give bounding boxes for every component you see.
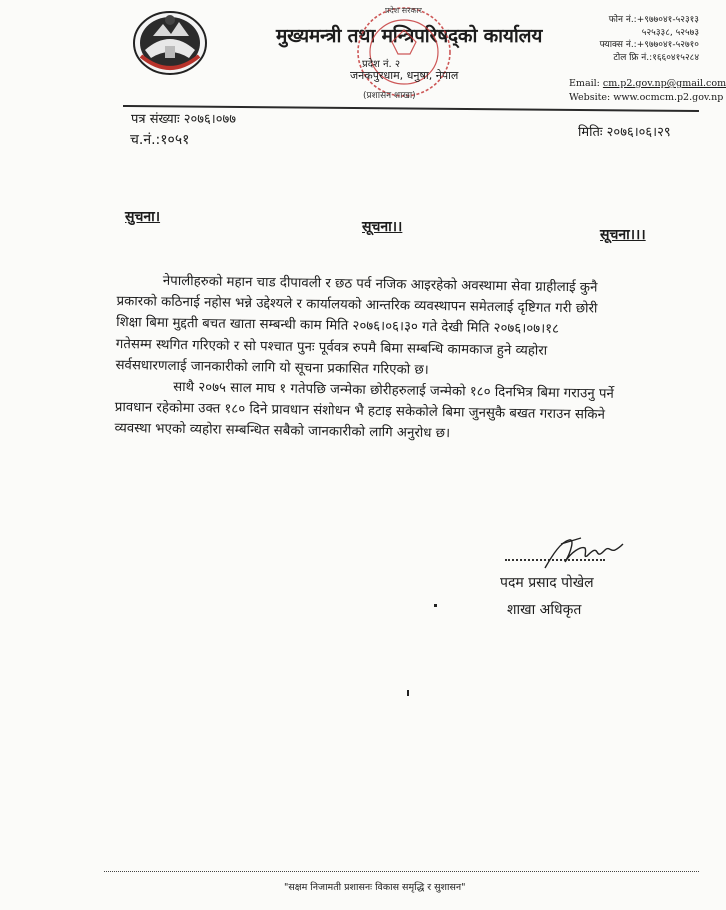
tollfree-line: टोल फ्रि नं.:१६६०४१५२८४ [613, 52, 699, 63]
notice-body [114, 270, 699, 449]
footer-slogan: "सक्षम निजामती प्रशासनः विकास समृद्धि र सुशासन" [284, 882, 466, 893]
website-line [569, 91, 726, 105]
office-seal-icon [350, 2, 459, 102]
website-link[interactable]: www.ocmcm.p2.gov.np [613, 92, 724, 103]
letter-number: पत्र संख्याः २०७६।०७७ [131, 112, 236, 127]
dispatch-number: च.नं.:१०५१ [130, 132, 190, 148]
scan-speck [434, 604, 437, 607]
phone-line-2: ५२५३३८, ५२५७३ [641, 27, 699, 38]
handwritten-signature-icon [541, 534, 626, 574]
scan-speck [407, 690, 409, 696]
body-line: प्रावधान रहेकोमा उक्त १८० दिने प्रावधान संशोधन भै हटाइ सकेकोले बिमा जुनसुकै बखत गराउन सकिने [114, 400, 606, 423]
nepal-emblem-icon [131, 6, 209, 76]
contact-block [560, 14, 699, 64]
body-line: प्रकारको कठिनाई नहोस भन्ने उद्देश्यले र कार्यालयको आन्तरिक व्यवस्थापन समेतलाई दृष्टिगत गरी छोरी [116, 294, 598, 317]
email-link[interactable]: cm.p2.gov.np@gmail.com [602, 78, 726, 89]
phone-line: फोन नं.:+९७७०४१-५२३१३ [608, 15, 699, 25]
notice-heading-1: सुचना। [125, 209, 161, 225]
notice-heading-3: सूचना।।। [600, 227, 646, 243]
web-block [569, 77, 726, 105]
notice-heading-2: सूचना।। [362, 219, 403, 235]
signatory-name: पदम प्रसाद पोखेल [500, 575, 594, 591]
website-label: Website: [569, 92, 611, 103]
address-line: जनकपुरधाम, धनुषा, नेपाल [350, 69, 459, 82]
letter-date: मितिः २०७६।०६।२९ [578, 125, 671, 140]
seal-top-text: प्रदेश सरकार [385, 6, 422, 15]
footer-rule [104, 871, 699, 872]
office-name: मुख्यमन्त्री तथा मन्त्रिपरिषद्को कार्यालय [276, 25, 543, 47]
body-line: नेपालीहरुको महान चाड दीपावली र छठ पर्व नजिक आइरहेको अवस्थामा सेवा ग्राहीलाई कुनै [162, 273, 598, 296]
email-line [569, 77, 726, 91]
province-line: प्रदेश नं. २ [362, 59, 401, 70]
body-line: व्यवस्था भएको व्यहोरा सम्बन्धित सबैको जानकारीको लागि अनुरोध छ। [114, 421, 451, 442]
signatory-title: शाखा अधिकृत [507, 602, 582, 618]
seal-bottom-text: (प्रशासन शाखा) [363, 91, 416, 101]
body-line: साथै २०७५ साल माघ १ गतेपछि जन्मेका छोरीहरुलाई जन्मेको १८० दिनभित्र बिमा गराउनु पर्ने [173, 379, 614, 402]
fax-line: फ्याक्स नं.:+९७७०४१-५२७१० [599, 40, 699, 50]
email-label: Email: [569, 78, 600, 89]
body-line: गतेसम्म स्थगित गरिएको र सो पश्चात पुनः पूर्ववत्र रुपमै बिमा सम्बन्धि कामकाज हुने व्यहोरा [115, 336, 548, 359]
body-line: शिक्षा बिमा मुद्दती बचत खाता सम्बन्धी काम मिति २०७६।०६।३० गते देखी मिति २०७६।०७।१८ [116, 315, 560, 338]
body-line: सर्वसधारणलाई जानकारीको लागि यो सूचना प्रकासित गरिएको छ। [115, 357, 429, 378]
